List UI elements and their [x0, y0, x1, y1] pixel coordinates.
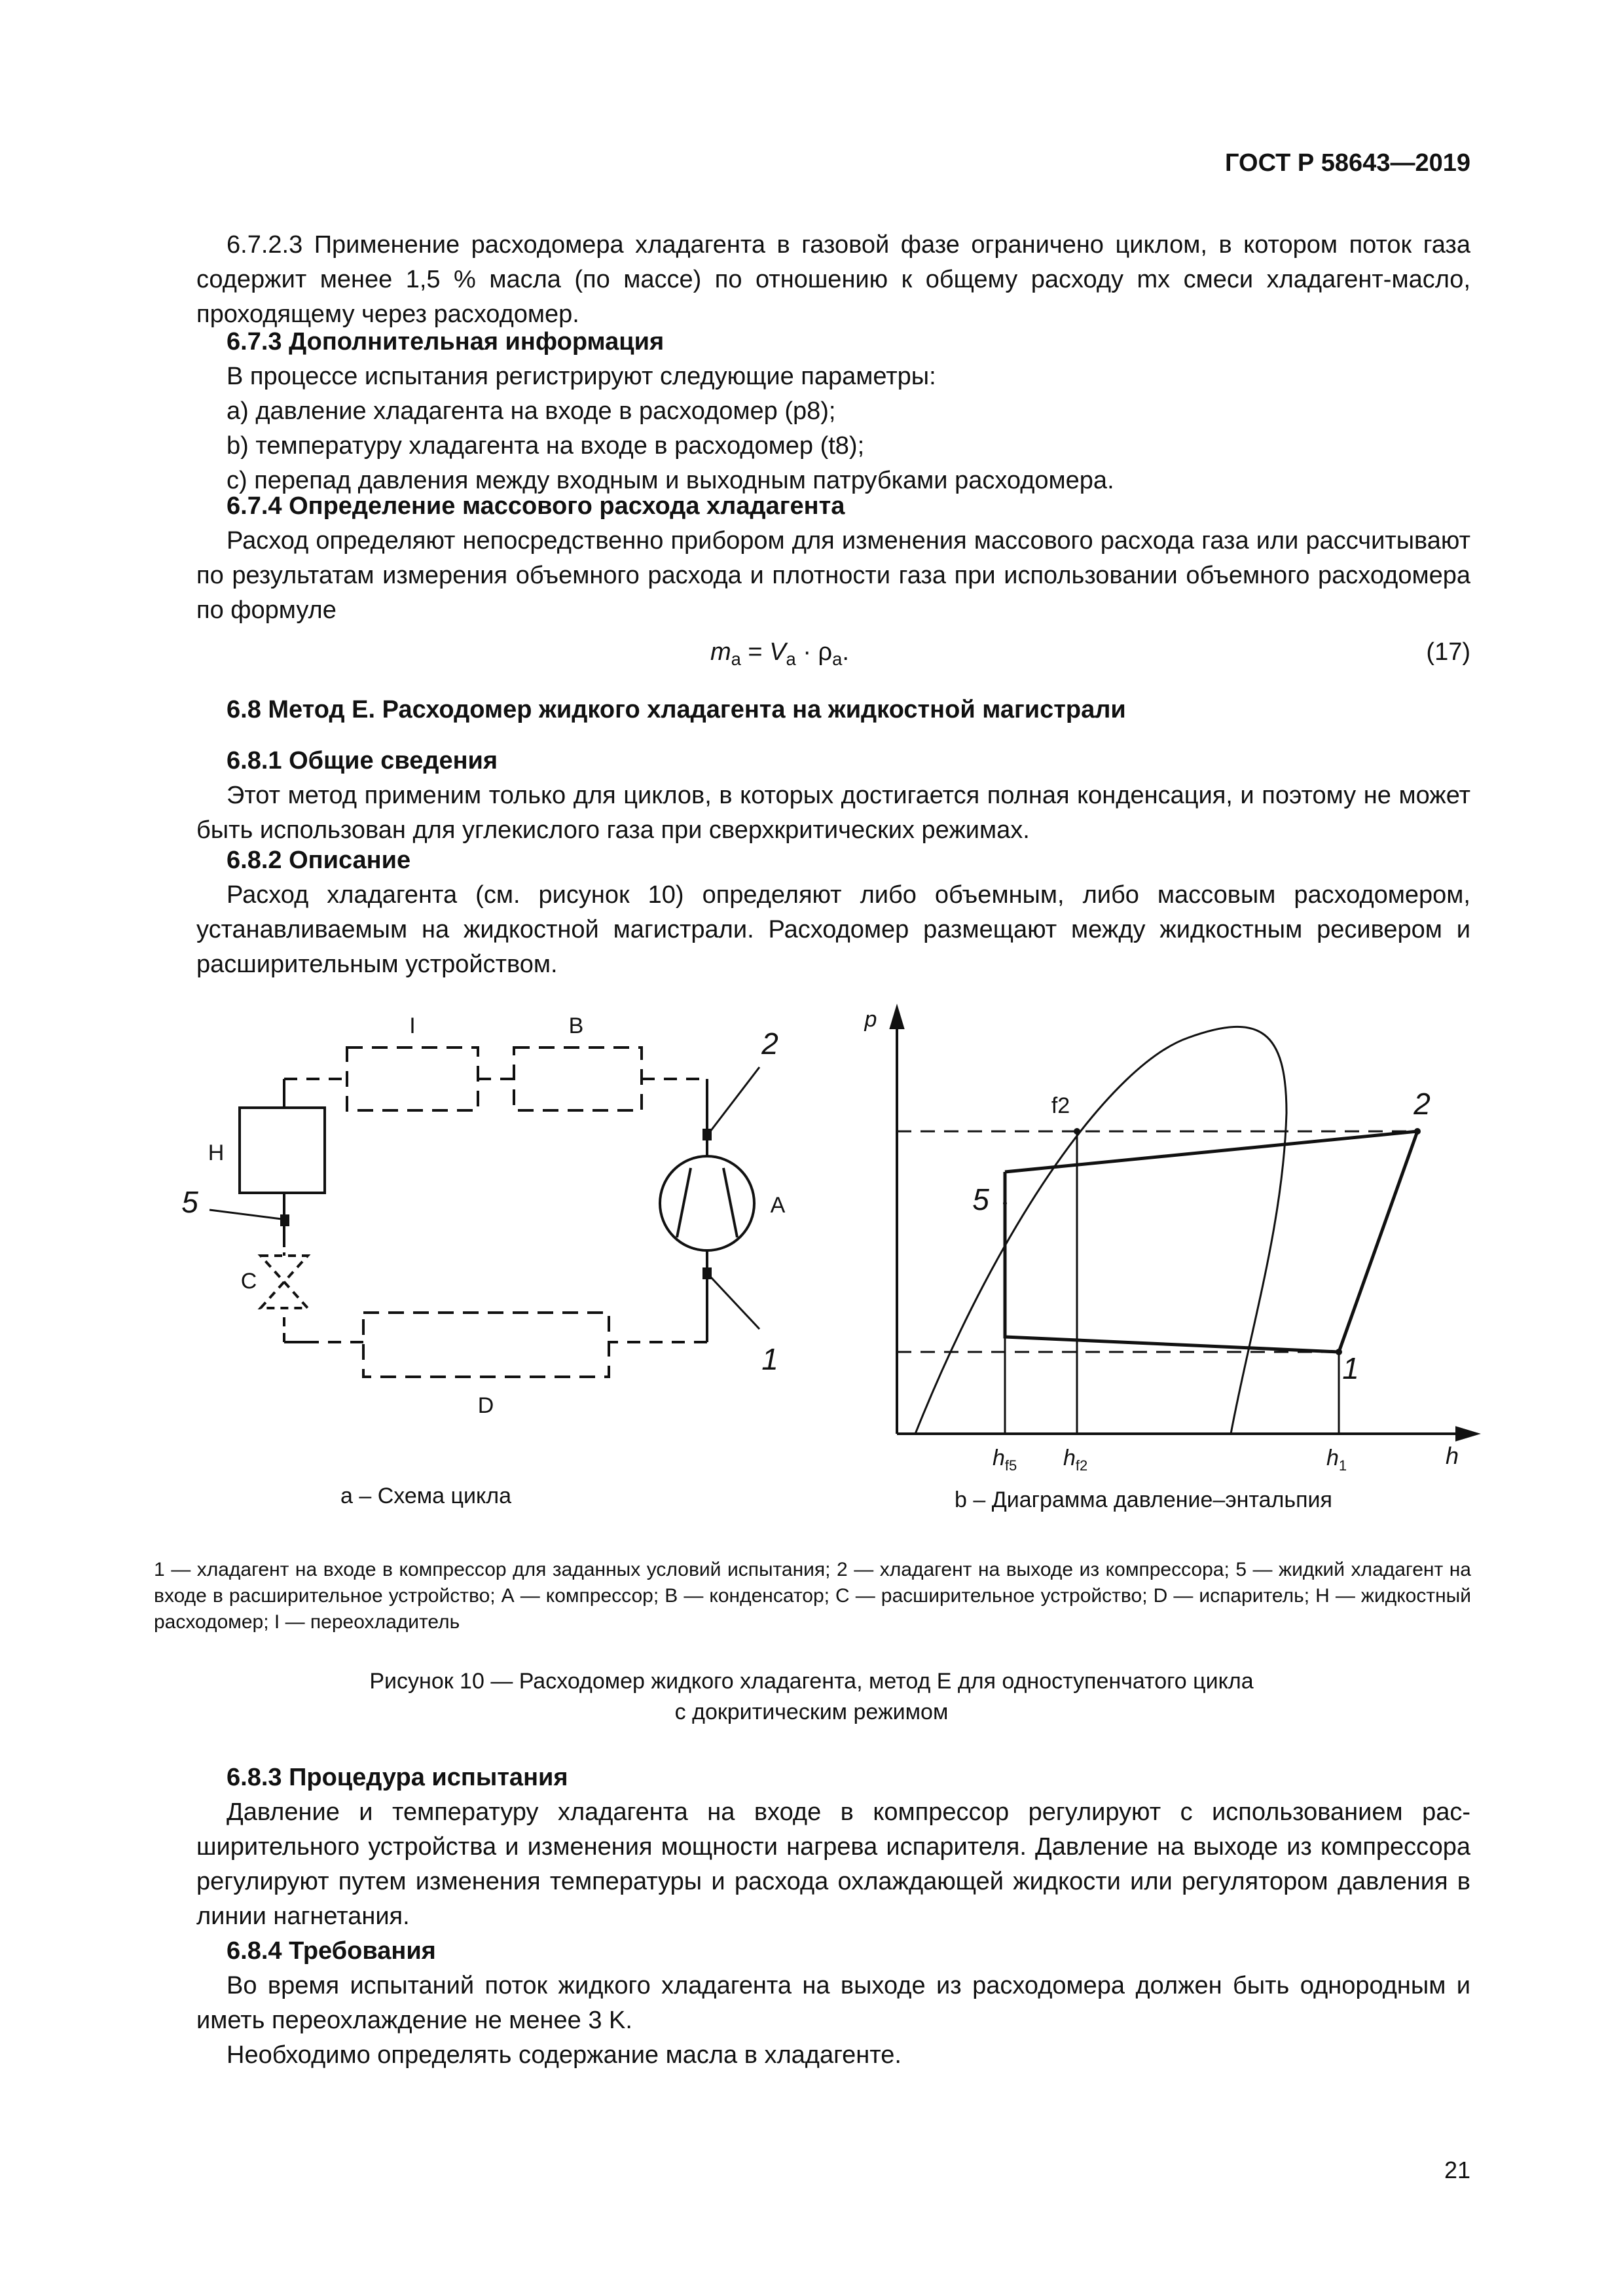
tick-label-h1: $h_1$ [1326, 1446, 1347, 1474]
paragraph-6-8-4-a: Во время испытаний поток жидкого хладагента на выходе из расходомера должен быть однородным и иметь переохлаждение не менее 3 K. [196, 1972, 1470, 2034]
heading-6-8: 6.8 Метод Е. Расходомер жидкого хладагента на жидкостной магистрали [227, 696, 1126, 723]
label-D: D [477, 1393, 494, 1418]
compressor-inner-right [723, 1168, 737, 1237]
paragraph-6-7-2-3: 6.7.2.3 Применение расходомера хладагента в газовой фазе ограничено циклом, в котором поток газа содержит менее 1,5 % масла (по массе) по отношению к общему расходу mx смеси хладагент-масло, проходящему через расходомер. [196, 231, 1470, 328]
paragraph-6-7-4: Расход определяют непосредственно прибором для изменения массового расхода газа или рассчитывают по результатам измерения объемного расхода и плотности газа при использовании объемного расходомера по формуле [196, 527, 1470, 624]
point-1-marker [702, 1267, 712, 1279]
leader-1 [710, 1277, 759, 1329]
heading-6-8-1: 6.8.1 Общие сведения [227, 747, 498, 774]
leader-2 [710, 1067, 759, 1131]
saturation-dome [915, 1027, 1286, 1434]
paragraph-6-8-1: Этот метод применим только для циклов, в которых достигается полная конденсация, и поэтому не может быть использован для углекислого газа при сверхкритических режимах. [196, 782, 1470, 844]
diagram-label-5: 5 [972, 1182, 989, 1216]
figure-title-line-1: Рисунок 10 — Расходомер жидкого хладагента, метод Е для одноступенчатого цикла [369, 1669, 1254, 1694]
heading-6-8-2: 6.8.2 Описание [227, 847, 411, 874]
figure-note: 1 — хладагент на входе в компрессор для заданных условий испытания; 2 — хладагент на выходе из компрессора; 5 — жидкий хладагент на входе в расширительное устройство; А — компрессор; В — конденсатор; С — расширительное устройство; D — испаритель; H — жидкостный расходомер; I — переохладитель [154, 1559, 1471, 1633]
figure-title-line-2: с докритическим режимом [674, 1700, 949, 1724]
cycle-schema [210, 1048, 759, 1377]
document-id: ГОСТ Р 58643—2019 [1225, 149, 1470, 177]
label-I: I [409, 1013, 416, 1038]
diagram-point-f2 [1074, 1128, 1080, 1135]
diagram-label-2: 2 [1413, 1087, 1431, 1121]
diagram-label-1: 1 [1342, 1351, 1359, 1385]
heading-6-7-4: 6.7.4 Определение массового расхода хладагента [227, 492, 845, 520]
paragraph-6-8-3: Давление и температуру хладагента на входе в компрессор регулируют с использованием расширительного устройства и изменения мощности нагрева испарителя. Давление на выходе из компрессора регулируют путем изменения температуры и расхода охлаждающей жидкости или регулятором давления в линии нагнетания. [196, 1798, 1470, 1930]
list-item-c: c) перепад давления между входным и выходным патрубками расходомера. [227, 467, 1114, 494]
heading-6-8-4: 6.8.4 Требования [227, 1937, 436, 1965]
paragraph-6-7-3: В процессе испытания регистрируют следующие параметры: [227, 363, 936, 390]
flowmeter-H [240, 1108, 325, 1193]
label-f2: f2 [1051, 1093, 1070, 1118]
label-H: H [208, 1140, 225, 1165]
leader-5 [210, 1210, 282, 1219]
formula-17: $m_a = V_a \cdot \rho_a$. [710, 638, 849, 670]
label-1: 1 [761, 1342, 778, 1376]
evaporator-D [363, 1313, 609, 1377]
compressor-A [660, 1156, 754, 1250]
tick-label-hf5: $h_{f5}$ [993, 1446, 1017, 1474]
cycle-path [1005, 1131, 1417, 1352]
list-item-a: a) давление хладагента на входе в расходомер (p8); [227, 397, 836, 425]
expansion-device-C [261, 1256, 308, 1308]
p-axis-arrow [891, 1008, 903, 1028]
label-A: A [770, 1193, 786, 1218]
heading-6-8-3: 6.8.3 Процедура испытания [227, 1764, 568, 1791]
heading-6-7-3: 6.7.3 Дополнительная информация [227, 328, 665, 355]
ph-diagram [891, 1008, 1476, 1440]
label-5: 5 [181, 1185, 198, 1219]
diagram-point-2 [1414, 1128, 1421, 1135]
label-C: C [240, 1269, 257, 1294]
subcooler-I [347, 1048, 478, 1110]
caption-a: а – Схема цикла [340, 1484, 511, 1508]
point-5-marker [280, 1214, 289, 1226]
formula-number: (17) [1426, 638, 1470, 666]
compressor-inner-left [677, 1168, 691, 1237]
point-2-marker [702, 1129, 712, 1140]
h-axis-arrow [1457, 1428, 1476, 1440]
label-2: 2 [761, 1027, 778, 1061]
list-item-b: b) температуру хладагента на входе в расходомер (t8); [227, 432, 865, 460]
axis-label-p: p [864, 1007, 877, 1032]
diagram-point-1 [1336, 1349, 1342, 1355]
paragraph-6-8-2: Расход хладагента (см. рисунок 10) определяют либо объемным, либо массовым расходомером, устанавливаемым на жидкостной магистрали. Расходомер размещают между жидкостным ресивером и расширительным устройством. [196, 881, 1470, 978]
tick-label-hf2: $h_{f2}$ [1063, 1446, 1088, 1474]
axis-label-h: h [1445, 1442, 1459, 1469]
paragraph-6-8-4-b: Необходимо определять содержание масла в хладагенте. [227, 2041, 902, 2069]
caption-b: b – Диаграмма давление–энтальпия [955, 1487, 1332, 1512]
condenser-B [514, 1048, 642, 1110]
page-number: 21 [1444, 2157, 1470, 2183]
diagram-point-5 [1003, 1201, 1007, 1205]
label-B: B [568, 1013, 584, 1038]
